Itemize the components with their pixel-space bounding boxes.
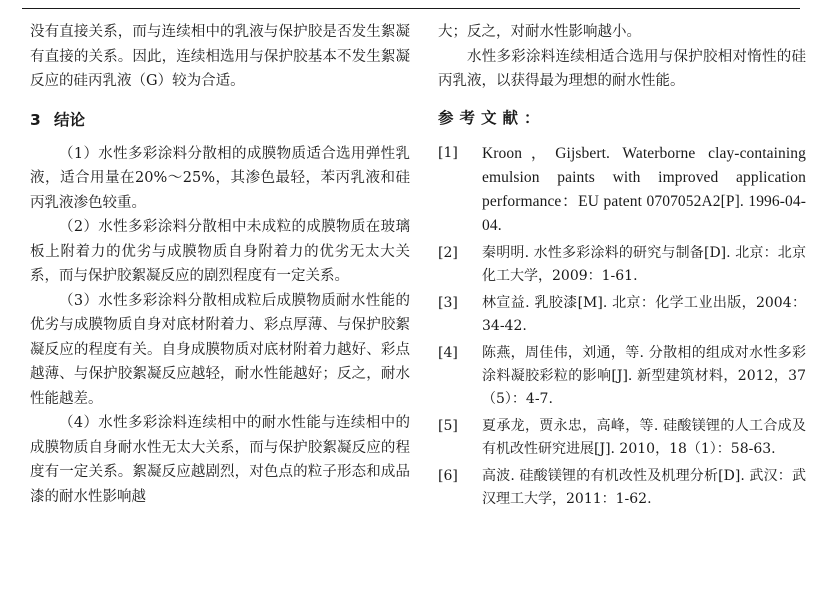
reference-item-6 bbox=[438, 465, 806, 511]
reference-item-4 bbox=[438, 342, 806, 411]
section-number: 3 bbox=[30, 110, 41, 129]
reference-label: [6] bbox=[438, 467, 458, 484]
conclusion-paragraph-1: （1）水性多彩涂料分散相的成膜物质适合选用弹性乳液，适合用量在20%～25%，其渗色最轻，苯丙乳液和硅丙乳液渗色较重。 bbox=[30, 145, 410, 211]
reference-text: 夏承龙，贾永忠，高峰，等. 硅酸镁锂的人工合成及有机改性研究进展[J]. 2010，18（1）：58-63. bbox=[482, 417, 806, 457]
references-title: 参考文献： bbox=[438, 108, 546, 127]
final-paragraph: 水性多彩涂料连续相适合选用与保护胶相对惰性的硅丙乳液，以获得最为理想的耐水性能。 bbox=[438, 48, 806, 89]
reference-text: 高波. 硅酸镁锂的有机改性及机理分析[D]. 武汉：武汉理工大学，2011：1-62. bbox=[482, 467, 806, 507]
reference-text: 林宣益. 乳胶漆[M]. 北京：化学工业出版，2004：34-42. bbox=[482, 294, 806, 334]
right-column bbox=[438, 20, 806, 515]
reference-label: [5] bbox=[438, 417, 458, 434]
reference-item-1 bbox=[438, 142, 806, 238]
conclusion-paragraph-4: （4）水性多彩涂料连续相中的耐水性能与连续相中的成膜物质自身耐水性无太大关系，而与保护胶絮凝反应的程度有一定关系。絮凝反应越剧烈，对色点的粒子形态和成品漆的耐水性影响越 bbox=[30, 415, 410, 505]
reference-label: [4] bbox=[438, 344, 458, 361]
reference-label: [3] bbox=[438, 294, 458, 311]
reference-item-3 bbox=[438, 292, 806, 338]
reference-text: 秦明明. 水性多彩涂料的研究与制备[D]. 北京：北京化工大学，2009：1-61. bbox=[482, 244, 806, 284]
section-heading bbox=[30, 108, 410, 132]
conclusion-paragraph-2: （2）水性多彩涂料分散相中未成粒的成膜物质在玻璃板上附着力的优劣与成膜物质自身附着力的优劣无太大关系，而与保护胶絮凝反应的剧烈程度有一定关系。 bbox=[30, 219, 410, 284]
reference-text: Kroon，Gijsbert. Waterborne clay-containing emulsion paints with improved application performance：EU patent 0707052A2[P]. 1996-04-04. bbox=[482, 144, 806, 234]
reference-text: 陈燕，周佳伟，刘通，等. 分散相的组成对水性多彩涂料凝胶彩粒的影响[J]. 新型建筑材料，2012，37（5）：4-7. bbox=[482, 344, 806, 407]
reference-item-2 bbox=[438, 242, 806, 288]
intro-paragraph: 没有直接关系，而与连续相中的乳液与保护胶是否发生絮凝有直接的关系。因此，连续相选用与保护胶基本不发生絮凝反应的硅丙乳液（G）较为合适。 bbox=[30, 24, 410, 89]
reference-label: [1] bbox=[438, 144, 458, 161]
reference-list bbox=[438, 142, 806, 511]
top-rule bbox=[22, 8, 800, 9]
reference-label: [2] bbox=[438, 244, 458, 261]
continued-paragraph: 大；反之，对耐水性影响越小。 bbox=[438, 24, 641, 40]
conclusion-paragraph-3: （3）水性多彩涂料分散相成粒后成膜物质耐水性能的优劣与成膜物质自身对底材附着力、彩点厚薄、与保护胶絮凝反应的程度有关。自身成膜物质对底材附着力越好、彩点越薄、与保护胶絮凝反应越轻，耐水性能越好；反之，耐水性能越差。 bbox=[30, 292, 410, 407]
reference-item-5 bbox=[438, 415, 806, 461]
section-title: 结论 bbox=[54, 110, 86, 129]
left-column bbox=[30, 20, 410, 509]
